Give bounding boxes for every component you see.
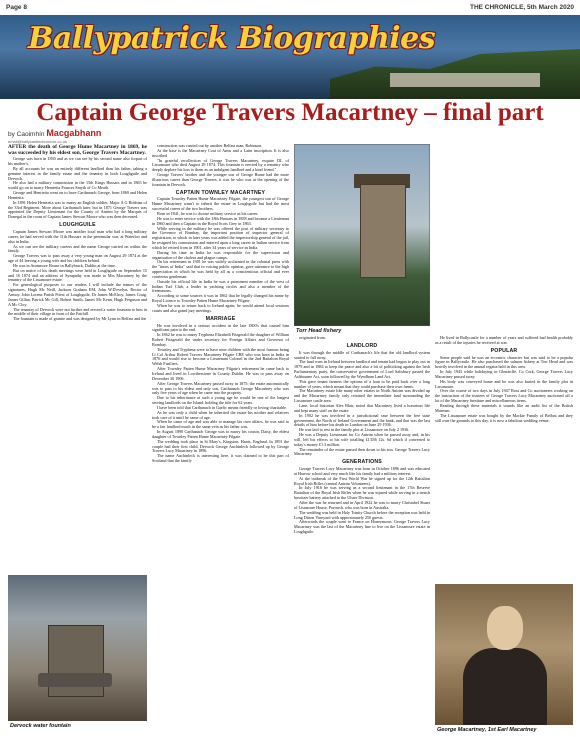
- paragraph: While serving in the military he was offered the post of military secretary to the Governor of Bombay, the important position of inspector general of registration, to which in later years was added the inspectorship general of the jail, he resigned his commission and entered upon a long career in Indian service from which he retired from in 1901, after 34 years of service in India.: [152, 225, 289, 250]
- author-email: email@ballycastlechronicle.co.uk: [8, 139, 67, 144]
- paragraph: During his time in India he was responsible for the supervision and organisation of the cholera and plague camps.: [152, 249, 289, 260]
- paragraph: He was a Deputy Lieutenant for Co Antrim when he passed away and, in his will, left his effects to his wife totalling £1'436 12s. 6d which if converted to today's money £1.3 million.: [294, 432, 430, 447]
- paragraph: Captain Townley Patten Hume Macartney Filgate, the youngest son of George Hume Macartney wasn't to inherit the estate in Loughguile but had the most successful career of the two brothers.: [152, 196, 289, 212]
- paragraph: As we can see the military careers and the name George carried on within the family.: [8, 243, 147, 254]
- byline-prefix: by Caoimhín: [8, 131, 45, 138]
- author-name: Macgabhann: [46, 128, 102, 138]
- paragraph: At the base is the Macartney Coat of Arms and a Latin inscription. It is also inscribed: [152, 147, 289, 158]
- paragraph: The tenantry of Dervock were not further and erected a water fountain to him in the middle of their village in front of the Fairhill.: [8, 306, 147, 317]
- article-column-1: [8, 144, 147, 573]
- subheading: POPULAR: [490, 347, 518, 354]
- paragraph: He also had a military commission in the 15th Kings Hussars and in 1865 he would go on to marry Henrietta Frances Smyth of Co Meath.: [8, 180, 147, 191]
- article-column-2: [152, 144, 289, 734]
- section-title: Ballypatrick Biographies: [28, 21, 436, 56]
- paragraph: Due to his inheritance at such a young age he would be one of the longest serving landlords on the Island, holding the title for 62 years.: [152, 395, 289, 406]
- paragraph: As he was only a child when he inherited the estate his mother and relatives took care of it until he came of age.: [152, 409, 289, 420]
- paragraph: In 1891 Helen Henrietta was to marry an English soldier, Major A G Robbins of the 33rd Regiment. More about Carthanach later, but in 1871 George Travers was appointed the Deputy Lieutenant for the County of Antrim by the Marquis of Donegal in the room of Captain James Stewart Moore who was then deceased.: [8, 199, 147, 220]
- paragraph: The wedding took place in St Mary's, Kingston, Hants, England. In 1891 the couple had their first child, Dervock George Auchinleck followed up by George Travers Lucy Macartney in 1896.: [152, 438, 289, 454]
- paragraph: The remainder of the estate passed then down to his son, George Travers Lucy Macartney.: [294, 446, 430, 457]
- paragraph: When he came of age and was able to manage his own affairs, he was said to be a fair landlord much in the same vein as his father was.: [152, 419, 289, 430]
- paragraph: In July 1916 he was serving as a second lieutenant in the 17th Reserve Battalion of the Royal Irish Rifles when he was injured while serving in a trench howitzer battery attached to the Ulster Division.: [294, 485, 430, 501]
- paragraph: On his retirement in 1901 he was widely acclaimed in the colonial press with the "times of India" said that in voicing public opinion, gave utterance to the high appreciation in which he was held by all as a conscientious official and ever courteous gentleman.: [152, 259, 289, 279]
- paragraph: George Travers was to pass away a very young man on August 29 1874 at the age of 44 leaving a young wife and his children behind.: [8, 253, 147, 264]
- subheading: LANDLORD: [346, 342, 378, 349]
- paragraph: He was in Avonmore House in Ballybrack, Dublin at the time.: [13, 262, 116, 268]
- paragraph: He was to enter service with the 18th Hussars in 1858 and became a Lieutenant in 1860 and then a Captain in the Royal Scots Grey in 1863.: [152, 215, 289, 226]
- paragraph: At the outbreak of the First World War he signed up for the 12th Battalion Royal Irish Rifles (central Antrim Volunteers).: [294, 475, 430, 486]
- subheading: CAPTAIN TOWNLEY MACARTNEY: [175, 189, 266, 196]
- article-column-4: [435, 336, 573, 584]
- subheading: LOUGHGUILE: [59, 222, 96, 229]
- byline: [8, 128, 158, 144]
- paragraph: Afterwards the couple went to France on Honeymoon. George Travers Lucy Macartney was the last of the Macartney line to live on the Lissanoure estate in Loughguile.: [294, 519, 430, 535]
- fountain-basin: [38, 673, 112, 687]
- paragraph: The wedding was held in Holy Trinity Church before the reception was held in Long Ditton Vineyard with approximately 250 guests.: [294, 509, 430, 520]
- paragraph: For genealogical purposes to our readers I will include the names of the signatures, Hugh Mc Neill, Jackson Graham EM, John W.D'evelyn, Rector of Armoy, John Lorenz Parish Priest of Loughguile, Dr James McElroy, James Craig, James Gillan, Patrick Mc Gill, Robert Smith, James Mc Kenn, Hugh Ferguson and A Mc Cloy.: [8, 282, 147, 307]
- paragraph: The Macartney estate like many other estates in North Antrim was divided up and the Macartney family only retained the immediate land surrounding the Lissanoure castle area.: [294, 388, 430, 404]
- page-number: Page 8: [6, 4, 27, 11]
- torr-head-caption: Torr Head fishery: [296, 328, 342, 334]
- paragraph: According to some sources it was in 1862 that he legally changed his name by Royal Licence to Townley Patten Hume Macartney Filgate.: [152, 293, 289, 304]
- paragraph: The fountain is made of granite and was designed by Mr Lynn in Belfast and the: [13, 316, 147, 322]
- paragraph: But on notice of his death meetings were held in Loughguile on September 15 and 16 1874 and an address of Sympathy was made to Mrs Macartney by the tenantry of the Lissanoure estate.: [8, 267, 147, 283]
- paragraph: AFTER the death of George Hume Macartney in 1869, he was succeeded by his eldest son, George Travers Macartney.: [8, 144, 147, 157]
- subheading: GENERATIONS: [342, 459, 382, 466]
- paragraph: Some people said he was an eccentric character but was said to be a popular figure in Ballycastle. He also purchased the salmon fishery at Torr Head and was heavily involved in the annual regatta held in this area.: [435, 354, 573, 370]
- paragraph: He was involved in a serious accident in the late 1800's that caused him significant pain to the end.: [152, 322, 289, 333]
- paragraph: originated from.: [299, 336, 326, 340]
- paragraph: After George Travers Macartney passed away in 1875; the estate automatically was to pass to his eldest and only son, Carthanach George Macartney who was only five years of age when he came into the property.: [152, 380, 289, 396]
- paragraph: Outside his official life in India he was a prominent member of the west of Indian Turf Club, a leader in yachting circles and also a member of the freemasons.: [152, 278, 289, 294]
- paragraph: In 1902 he was involved in a jurisdictional case between the free state government, the North of Ireland Government and the bank, and that was the last details of him before his death in London on June 29 1936.: [294, 412, 430, 428]
- article-headline: Captain George Travers Macartney – final part: [36, 99, 544, 126]
- paragraph: He lived in Ballycastle for a number of years and suffered bad health probably as a result of the injuries he received at war.: [435, 336, 573, 345]
- paragraph: After Townley Patten Hume Macartney Filgate's retirement he came back to Ireland and lived in Lowtherstone in County Dublin. He was to pass away on December 30 1906.: [152, 366, 289, 381]
- paragraph: His body was conveyed home and he was also buried in the family plot in Lissanoure.: [435, 378, 573, 389]
- paragraph: Lane, local historian Alex Blair, noted that Macartney lived a luxurious life and kept many staff on the estate.: [294, 402, 430, 413]
- paragraph: In August 1890 Carthanach George was to marry his cousin, Daisy, the eldest daughter of Townley Patten Hume Macartney Filgate.: [152, 429, 289, 439]
- paragraph: "In grateful recollection of George Travers Macartney, esquire DL of Lissanoure who died August 29 1874. This fountain is erected by a tenantry who deeply deplore his loss to them as an indulgent landlord and a kind friend.": [152, 157, 289, 173]
- banner-harbour: [390, 73, 540, 87]
- paragraph: George Travers Lucy Macartney was born in October 1896 and was educated at Harrow school and very much like his family had a military interest.: [294, 466, 430, 476]
- paragraph: George was born in 1830 and as we can see by his second name also forpart of his mother's.: [8, 156, 147, 167]
- paragraph: Reading through these materials it sounds like an audit list of the British Museum.: [435, 402, 573, 413]
- torr-head-photo: [294, 144, 430, 326]
- paragraph: It was through the middle of Carthanach's life that the old landlord system started to fall away.: [294, 349, 430, 360]
- banner-photo: [0, 15, 580, 99]
- paragraph: construction was carried out by another Belfast man, Robinson.: [157, 144, 263, 148]
- paragraph: I have been told that Carthanach in Gaelic means friendly or loving charitable.: [157, 404, 288, 410]
- portrait-photo: [435, 584, 573, 725]
- subheading: MARRIAGE: [205, 315, 236, 322]
- fishery-building: [360, 184, 406, 278]
- paragraph: The land wars in Ireland between landlord and tenant had begun to play out in 1879 and in 1884 to keep the peace and also a bit of politicking against the Irish Parliamentary party, the conservative government of Lord Salisbury passed the Ashbourne Act, soon followed by the Wyndham Land Act.: [294, 359, 430, 379]
- paragraph: This gave tenant farmers the options of a loan to be paid back over a long number of years, which meant that they could purchase their own farms.: [294, 378, 430, 389]
- paragraph: George and Henrietta went on to have Carthanach George, born 1869 and Helen Henrietta.: [8, 190, 147, 200]
- paragraph: Born in 1841, he was to choose military service as his career.: [157, 210, 259, 216]
- portrait-caption: George Macartney, 1st Earl Macartney: [437, 727, 537, 733]
- paragraph: In 1862 he was to marry Tryphena Elizabeth Fitzgerald the daughter of William Robert Fitzgerald the under secretary for Foreign Affairs and Governor of Bombay.: [152, 332, 289, 347]
- paragraph: George Travers' brother and the younger son of George Hume had the more illustrious career than George Travers, it was he who was at the opening of the fountain in Dervock.: [152, 172, 289, 187]
- paragraph: The name Auchinleck is interesting here, it was claimed to be this part of Scotland that the family: [152, 453, 289, 464]
- paragraph: By all accounts he was an entirely different landlord than his father, taking a genuine interest in the family estate and the tenantry in both Loughguile and Dervock.: [8, 165, 147, 181]
- portrait-head: [487, 606, 523, 650]
- paragraph: Over the course of two days in July 1947 Ross and Co auctioneers working on the instruction of the trustees of George Travers Lucy Macartney auctioned off a lot of the Macartney furniture and miscellaneous items.: [435, 388, 573, 404]
- portrait-coat: [463, 648, 547, 725]
- paragraph: Townley and Tryphena were to have nine children with the most famous being Lt Col Arthur Robert Travers Macartney Filgate CBE who was born in India in 1876 and would rise to become a Lieutenant Colonel in the 2nd Battalion Royal Welsh Fusiliers.: [152, 346, 289, 367]
- publication-date: THE CHRONICLE, 5th March 2020: [469, 4, 574, 11]
- paragraph: After the war he returned and in April 1922 he was to marry Christabel Stuart of Lisanoure House, Portrush, who was born in Australia.: [294, 500, 430, 510]
- fountain-photo: [8, 575, 147, 721]
- article-column-3: [294, 336, 430, 731]
- paragraph: The Lissanoure estate was bought by the Mackie Family of Belfast and they still own the grounds to this day, it is now a fabulous wedding venue.: [435, 412, 573, 423]
- paragraph: Captain James Stewart Moore was another local man who had a long military career, he had served with the 11th Hussars in the peninsular war, at Waterloo and also in India.: [8, 229, 147, 244]
- paragraph: He was laid to rest in the family plot at Lissanoure on July 2 1936.: [299, 427, 410, 433]
- fountain-caption: Dervock water fountain: [10, 723, 71, 729]
- paragraph: In July 1943 while holidaying in Glenariffe, Co Cork, George Travers Lucy Macartney passed away.: [435, 369, 573, 379]
- paragraph: When he was to return back to Ireland again, he would attend local sessions courts and also grand jury meetings.: [152, 303, 289, 313]
